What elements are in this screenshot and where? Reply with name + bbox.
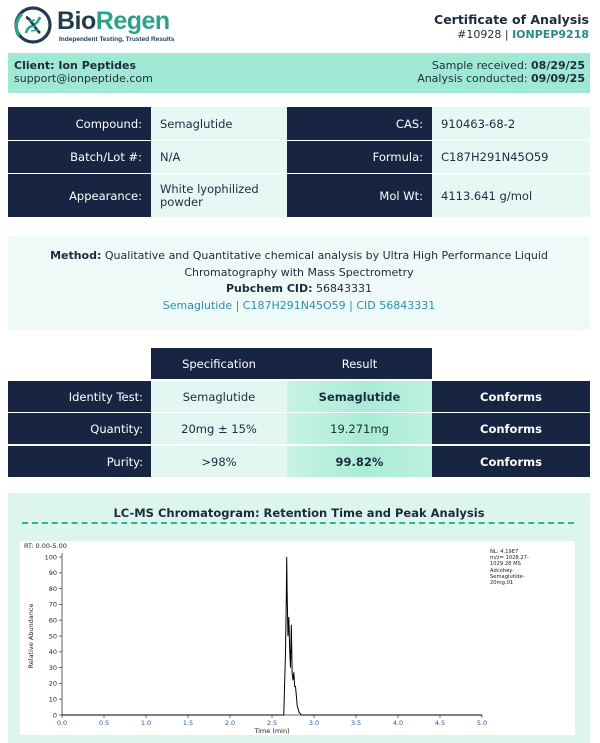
appearance-value: [151, 174, 287, 217]
chromatogram-panel: [8, 493, 590, 743]
row-label: Quantity:: [8, 413, 151, 444]
compound-value: Semaglutide: [151, 107, 287, 140]
chromatogram-chart: [20, 541, 575, 735]
method-text-1: Qualitative and Quantitative chemical analysis by Ultra High Performance Liquid: [104, 249, 548, 262]
row-status: Conforms: [432, 381, 590, 412]
molwt-label: Mol Wt:: [287, 174, 432, 217]
y-tick-label: 50: [48, 632, 57, 641]
table-row: [8, 446, 590, 477]
client-email: support@ionpeptide.com: [14, 72, 153, 85]
row-label: Identity Test:: [8, 381, 151, 412]
cid-label: Pubchem CID:: [225, 282, 313, 295]
dna-logo-icon: [14, 6, 52, 44]
x-tick-label: 2.5: [266, 719, 278, 727]
client-info: [14, 59, 153, 85]
x-tick-label: 3.0: [308, 719, 320, 727]
y-tick-label: 90: [48, 569, 57, 578]
cid-value: 56843331: [316, 282, 373, 295]
y-tick-label: 100: [44, 553, 57, 562]
x-tick-label: 2.0: [224, 719, 236, 727]
annotation-line: 1029.28 MS: [490, 561, 521, 568]
sample-received-label: Sample received:: [431, 59, 528, 72]
y-tick-label: 60: [48, 616, 57, 625]
row-result: 19.271mg: [287, 413, 432, 444]
molwt-value: 4113.641 g/mol: [432, 174, 590, 217]
row-result: Semaglutide: [287, 381, 432, 412]
chromatogram-plot: [20, 541, 575, 735]
rt-range-label: RT: 0.00-5.00: [24, 542, 67, 550]
client-bar: [8, 53, 590, 93]
brand-bio: Bio: [57, 7, 96, 35]
chromatogram-title: LC-MS Chromatogram: Retention Time and Peak Analysis: [113, 506, 485, 520]
biorgen-logo: [14, 6, 175, 46]
row-result: 99.82%: [287, 446, 432, 477]
x-tick-label: 4.5: [434, 719, 446, 727]
brand-name: [57, 7, 170, 36]
client-name: Client: Ion Peptides: [14, 59, 137, 72]
pubchem-cid: [8, 281, 590, 298]
row-spec: >98%: [151, 446, 287, 477]
x-tick-label: 0.0: [56, 719, 68, 727]
header: [0, 0, 600, 52]
lot-code: IONPEP9218: [512, 28, 589, 41]
cas-value: 910463-68-2: [432, 107, 590, 140]
cas-label: CAS:: [287, 107, 432, 140]
formula-value: C187H291N45O59: [432, 141, 590, 173]
x-tick-label: 0.5: [98, 719, 110, 727]
x-tick-label: 5.0: [476, 719, 488, 727]
y-tick-label: 70: [48, 600, 57, 609]
result-header: Result: [287, 348, 432, 379]
sample-dates: [417, 59, 585, 85]
x-tick-label: 3.5: [350, 719, 362, 727]
appearance-label: Appearance:: [8, 174, 151, 217]
page-title: Certificate of Analysis: [434, 12, 589, 27]
annotation-line: m/z= 1028.27-: [490, 555, 529, 562]
x-axis-label: Time (min): [254, 727, 290, 735]
cert-separator: |: [501, 28, 513, 41]
row-status: Conforms: [432, 413, 590, 444]
sample-received-date: 08/29/25: [531, 59, 585, 72]
method-line-1: [8, 248, 590, 265]
annotation-line: Adcohey-: [490, 567, 515, 574]
row-status: Conforms: [432, 446, 590, 477]
appearance-value-line1: White lyophilized: [160, 181, 259, 196]
analysis-label: Analysis conducted:: [417, 72, 528, 85]
chromatogram-trace: [62, 557, 482, 715]
method-line-2: Chromatography with Mass Spectrometry: [184, 265, 414, 279]
cert-number: #10928: [457, 28, 502, 41]
appearance-value-line2: powder: [160, 194, 203, 209]
batch-row: [8, 141, 590, 173]
y-tick-label: 20: [48, 679, 57, 688]
y-axis-label: Relative Abundance: [27, 603, 35, 669]
analysis-date: 09/09/25: [531, 72, 585, 85]
certificate-id: [434, 28, 589, 41]
method-label: Method:: [50, 249, 102, 262]
sample-received: [417, 59, 585, 72]
dashed-divider: [22, 522, 574, 524]
brand-tagline: Independent Testing, Trusted Results: [59, 36, 175, 43]
y-tick-label: 40: [48, 648, 57, 657]
x-tick-label: 1.0: [140, 719, 152, 727]
brand-regen: Regen: [95, 7, 170, 35]
certificate-heading: [434, 12, 589, 41]
analysis-conducted: [417, 72, 585, 85]
annotation-line: NL: 4.19E7: [490, 549, 519, 555]
x-tick-label: 4.0: [392, 719, 404, 727]
table-row: [8, 413, 590, 444]
table-row: [8, 381, 590, 412]
batch-label: Batch/Lot #:: [8, 141, 151, 173]
y-tick-label: 80: [48, 584, 57, 593]
row-spec: Semaglutide: [151, 381, 287, 412]
compound-label: Compound:: [8, 107, 151, 140]
y-tick-label: 30: [48, 663, 57, 672]
row-spec: 20mg ± 15%: [151, 413, 287, 444]
y-tick-label: 0: [52, 711, 57, 720]
method-box: [8, 236, 590, 330]
compound-row: [8, 107, 590, 140]
batch-value: N/A: [151, 141, 287, 173]
appearance-row: [8, 174, 590, 217]
x-tick-label: 1.5: [182, 719, 194, 727]
annotation-line: Semaglutide-: [490, 573, 525, 580]
specification-header: Specification: [151, 348, 287, 379]
y-tick-label: 10: [48, 695, 57, 704]
annotation-line: 20mg.01: [490, 580, 514, 587]
pubchem-link[interactable]: Semaglutide | C187H291N45O59 | CID 56843331: [162, 298, 436, 312]
formula-label: Formula:: [287, 141, 432, 173]
row-label: Purity:: [8, 446, 151, 477]
